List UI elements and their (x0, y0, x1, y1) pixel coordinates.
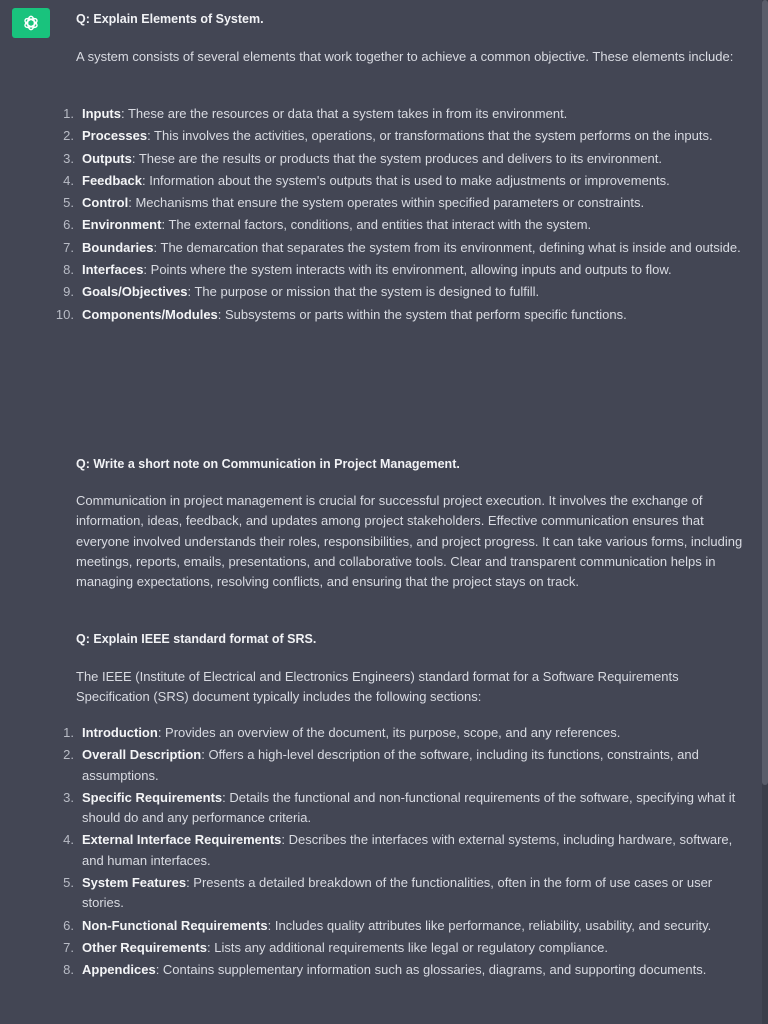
list-text: : The purpose or mission that the system is designed to fulfill. (187, 284, 540, 300)
list-item (63, 282, 746, 302)
list-number: 3. (63, 150, 74, 166)
list-text: : Presents a detailed breakdown of the functionalities, often in the form of use cases or user stories. (82, 875, 713, 911)
list-number: 2. (63, 128, 74, 144)
scrollbar-track[interactable] (762, 0, 768, 1024)
list-term: Goals/Objectives (82, 284, 188, 300)
list-text: : Provides an overview of the document, its purpose, scope, and any references. (157, 725, 621, 740)
list-term: Components/Modules (82, 306, 218, 322)
list-item (63, 149, 746, 169)
list-term: Environment (82, 217, 162, 233)
answer-paragraph: The IEEE (Institute of Electrical and Electronics Engineers) standard format for a Software Requirements Specification (SRS) document typically includes the following sections: (76, 669, 679, 705)
list-text: : Mechanisms that ensure the system operates within specified parameters or constraints. (128, 195, 645, 211)
list-text: : Contains supplementary information such as glossaries, diagrams, and supporting documents. (155, 962, 707, 978)
list-term: Appendices (82, 962, 156, 978)
question-heading: Q: Explain IEEE standard format of SRS. (76, 632, 317, 646)
question-heading: Q: Explain Elements of System. (76, 12, 264, 26)
openai-logo-icon (21, 13, 41, 33)
list-number: 9. (63, 284, 74, 300)
list-item (63, 215, 746, 235)
list-number: 1. (63, 106, 74, 121)
list-number: 3. (63, 789, 74, 805)
list-number: 2. (63, 747, 74, 763)
list-text: : Includes quality attributes like performance, reliability, usability, and security. (267, 917, 712, 933)
list-text: : Subsystems or parts within the system that perform specific functions. (217, 306, 627, 322)
list-text: : These are the results or products that the system produces and delivers to its environment. (131, 150, 662, 166)
list-term: Control (82, 195, 129, 211)
list-term: Inputs (82, 106, 121, 121)
list-number: 7. (63, 939, 74, 955)
list-term: Boundaries (82, 239, 154, 255)
elements-list (55, 104, 746, 327)
list-item (63, 916, 746, 936)
list-text: : The demarcation that separates the system from its environment, defining what is inside and outside. (153, 239, 741, 255)
list-item (63, 745, 746, 786)
answer-paragraph: A system consists of several elements that work together to achieve a common objective. These elements include: (76, 49, 734, 64)
list-item (63, 104, 746, 124)
srs-sections-list (63, 723, 746, 983)
list-item (63, 238, 746, 258)
list-text: : Offers a high-level description of the software, including its functions, constraints, and assumptions. (82, 747, 699, 783)
list-item (63, 193, 746, 213)
list-number: 8. (63, 962, 74, 978)
list-term: Outputs (82, 150, 132, 166)
list-term: Non-Functional Requirements (82, 917, 268, 933)
list-item (63, 873, 746, 914)
list-number: 5. (63, 195, 74, 211)
list-number: 8. (63, 262, 74, 278)
list-term: Processes (82, 128, 148, 144)
scrollbar-thumb[interactable] (762, 0, 768, 785)
list-item (63, 260, 746, 280)
list-item (63, 938, 746, 958)
list-term: Specific Requirements (82, 789, 223, 805)
question-heading: Q: Write a short note on Communication in Project Management. (76, 457, 460, 471)
list-term: Overall Description (82, 747, 202, 763)
list-text: : This involves the activities, operations, or transformations that the system performs on the inputs. (147, 128, 713, 144)
list-term: Interfaces (82, 262, 144, 278)
list-number: 6. (63, 917, 74, 933)
list-number: 6. (63, 217, 74, 233)
list-number: 5. (63, 875, 74, 891)
list-term: Feedback (82, 172, 142, 188)
list-number: 1. (63, 725, 74, 740)
list-text: : Describes the interfaces with external systems, including hardware, software, and human interfaces. (82, 832, 733, 868)
list-text: : The external factors, conditions, and entities that interact with the system. (161, 217, 592, 233)
list-term: System Features (82, 875, 187, 891)
list-item (63, 126, 746, 146)
list-number: 4. (63, 172, 74, 188)
list-term: Other Requirements (82, 939, 207, 955)
assistant-avatar (12, 8, 50, 38)
answer-paragraph: Communication in project management is crucial for successful project execution. It involves the exchange of information, ideas, feedback, and updates among project stakeholders. Effective communication ensures that everyone involved understands their roles, responsibilities, and project progress. It can take various forms, including meetings, reports, emails, presentations, and collaborative tools. Clear and transparent communication helps in managing expectations, resolving conflicts, and ensuring that the project stays on track. (76, 493, 743, 590)
list-number: 7. (63, 239, 74, 255)
list-term: External Interface Requirements (82, 832, 282, 848)
list-number: 4. (63, 832, 74, 848)
list-number: 10. (55, 306, 74, 322)
list-text: : Points where the system interacts with its environment, allowing inputs and outputs to flow. (143, 262, 672, 278)
list-text: : Details the functional and non-functional requirements of the software, specifying what it should do and any performance criteria. (82, 789, 736, 826)
list-text: : These are the resources or data that a system takes in from its environment. (121, 106, 568, 121)
list-term: Introduction (82, 725, 158, 740)
list-text: : Information about the system's outputs that is used to make adjustments or improvements. (141, 172, 670, 188)
list-item (63, 788, 746, 829)
list-text: : Lists any additional requirements like legal or regulatory compliance. (206, 939, 609, 955)
list-item (55, 305, 746, 325)
list-item (63, 960, 746, 980)
list-item (63, 830, 746, 871)
list-item (63, 723, 746, 743)
list-item (63, 171, 746, 191)
